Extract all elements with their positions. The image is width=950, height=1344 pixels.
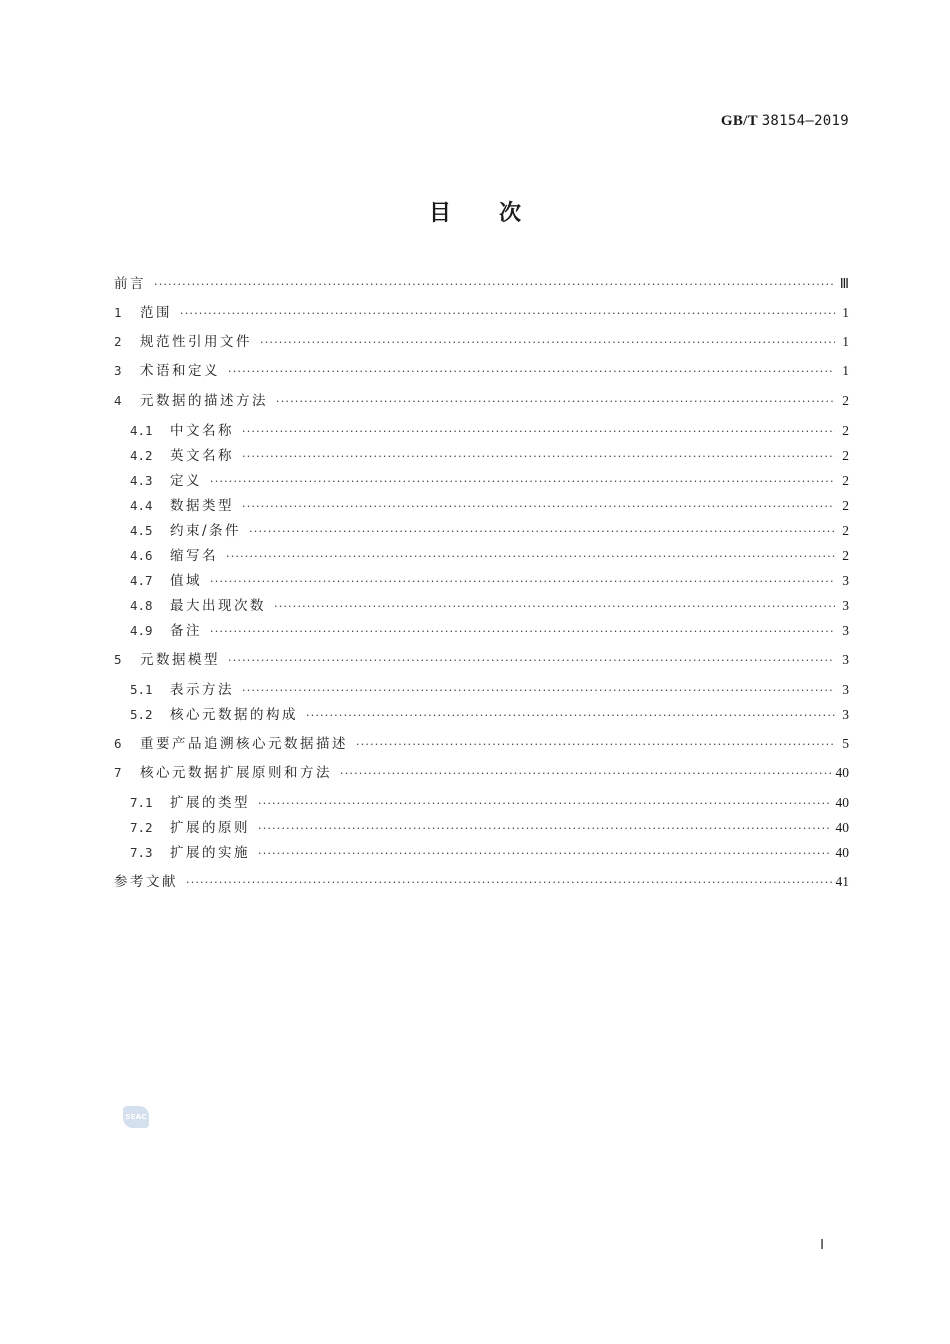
toc-entry[interactable]	[130, 521, 849, 541]
toc-leader-dots	[340, 764, 832, 784]
toc-entry-label: 前言	[114, 276, 146, 292]
toc-entry-label: 术语和定义	[140, 363, 220, 379]
toc-entry-label: 元数据的描述方法	[140, 393, 268, 409]
page-number: Ⅰ	[820, 1238, 825, 1253]
toc-entry-number: 5.2	[130, 707, 153, 722]
toc-entry-number: 2	[114, 334, 122, 349]
toc-entry-label: 缩写名	[170, 548, 218, 564]
toc-entry-number: 7.1	[130, 795, 153, 810]
toc-entry-number: 4.3	[130, 473, 153, 488]
toc-entry-number: 7.2	[130, 820, 153, 835]
toc-leader-dots	[154, 275, 835, 295]
toc-entry[interactable]	[130, 680, 849, 700]
toc-entry-number: 4.4	[130, 498, 153, 513]
toc-leader-dots	[249, 522, 835, 542]
toc-entry-number: 4.8	[130, 598, 153, 613]
toc-entry-label: 核心元数据扩展原则和方法	[140, 765, 332, 781]
toc-entry-label: 值域	[170, 573, 202, 589]
toc-entry-number: 4.7	[130, 573, 153, 588]
publisher-logo: SEAC	[123, 1106, 149, 1128]
toc-entry-label: 重要产品追溯核心元数据描述	[140, 736, 348, 752]
toc-leader-dots	[180, 304, 835, 324]
toc-entry-number: 4.1	[130, 423, 153, 438]
toc-entry-label: 扩展的实施	[170, 845, 250, 861]
toc-entry[interactable]	[114, 361, 849, 381]
toc-leader-dots	[210, 572, 835, 592]
toc-entry-page: 5	[842, 736, 849, 751]
toc-entry-page: 1	[842, 305, 849, 320]
toc-entry-label: 扩展的原则	[170, 820, 250, 836]
toc-entry-page: 40	[835, 795, 849, 810]
toc-entry-label: 核心元数据的构成	[170, 707, 298, 723]
toc-entry[interactable]	[130, 621, 849, 641]
toc-entry[interactable]	[130, 571, 849, 591]
toc-entry-page: 3	[842, 573, 849, 588]
toc-entry-label: 英文名称	[170, 448, 234, 464]
toc-entry-page: 2	[842, 393, 849, 408]
toc-entry-number: 3	[114, 363, 122, 378]
toc-title: 目次	[428, 201, 569, 226]
toc-entry[interactable]	[114, 872, 849, 892]
toc-entry-page: 2	[842, 498, 849, 513]
toc-entry[interactable]	[114, 734, 849, 754]
toc-entry-page: 3	[842, 623, 849, 638]
toc-entry-page: 1	[842, 334, 849, 349]
toc-leader-dots	[306, 706, 835, 726]
toc-entry-page: 3	[842, 682, 849, 697]
toc-entry[interactable]	[130, 843, 849, 863]
toc-leader-dots	[210, 472, 835, 492]
toc-entry-label: 中文名称	[170, 423, 234, 439]
toc-entry[interactable]	[114, 274, 849, 294]
standard-prefix: GB/T	[720, 113, 758, 129]
toc-entry[interactable]	[114, 391, 849, 411]
toc-entry-label: 备注	[170, 623, 202, 639]
toc-leader-dots	[276, 392, 835, 412]
toc-entry-page: 1	[842, 363, 849, 378]
toc-entry[interactable]	[130, 818, 849, 838]
toc-leader-dots	[228, 362, 835, 382]
toc-entry-label: 约束/条件	[170, 523, 242, 539]
toc-leader-dots	[226, 547, 835, 567]
toc-entry-page: 2	[842, 473, 849, 488]
toc-entry[interactable]	[130, 421, 849, 441]
toc-entry-label: 扩展的类型	[170, 795, 250, 811]
toc-leader-dots	[242, 681, 835, 701]
toc-leader-dots	[242, 422, 835, 442]
toc-entry[interactable]	[130, 793, 849, 813]
toc-entry[interactable]	[114, 303, 849, 323]
toc-entry-number: 7.3	[130, 845, 153, 860]
toc-entry-number: 7	[114, 765, 122, 780]
toc-entry-number: 5.1	[130, 682, 153, 697]
toc-entry-page: 40	[835, 820, 849, 835]
toc-entry-page: 40	[835, 845, 849, 860]
toc-entry[interactable]	[114, 650, 849, 670]
toc-leader-dots	[228, 651, 835, 671]
toc-entry-label: 数据类型	[170, 498, 234, 514]
toc-entry[interactable]	[130, 471, 849, 491]
toc-entry-page: 2	[842, 523, 849, 538]
toc-leader-dots	[186, 873, 832, 893]
toc-entry-page: 40	[835, 765, 849, 780]
toc-entry-page: 2	[842, 423, 849, 438]
toc-entry-number: 4	[114, 393, 122, 408]
toc-entry-label: 最大出现次数	[170, 598, 266, 614]
toc-entry-number: 6	[114, 736, 122, 751]
toc-entry-page: Ⅲ	[839, 276, 849, 291]
toc-entry[interactable]	[130, 546, 849, 566]
toc-entry[interactable]	[130, 596, 849, 616]
toc-leader-dots	[356, 735, 835, 755]
toc-entry-label: 定义	[170, 473, 202, 489]
toc-entry[interactable]	[114, 763, 849, 783]
toc-leader-dots	[242, 497, 835, 517]
toc-entry-page: 2	[842, 548, 849, 563]
toc-entry-number: 1	[114, 305, 122, 320]
toc-entry-page: 3	[842, 598, 849, 613]
toc-entry-number: 4.6	[130, 548, 153, 563]
toc-leader-dots	[258, 794, 832, 814]
toc-entry[interactable]	[114, 332, 849, 352]
toc-leader-dots	[258, 844, 832, 864]
toc-entry-number: 4.2	[130, 448, 153, 463]
toc-entry-page: 41	[835, 874, 849, 889]
toc-entry-label: 规范性引用文件	[140, 334, 252, 350]
toc-leader-dots	[258, 819, 832, 839]
toc-entry-number: 4.9	[130, 623, 153, 638]
toc-entry[interactable]	[130, 446, 849, 466]
toc-entry[interactable]	[130, 496, 849, 516]
toc-entry[interactable]	[130, 705, 849, 725]
toc-leader-dots	[274, 597, 835, 617]
toc-entry-number: 4.5	[130, 523, 153, 538]
standard-number: 38154—2019	[761, 113, 849, 129]
toc-leader-dots	[242, 447, 835, 467]
toc-leader-dots	[210, 622, 835, 642]
toc-leader-dots	[260, 333, 835, 353]
toc-entry-label: 元数据模型	[140, 652, 220, 668]
toc-entry-label: 范围	[140, 305, 172, 321]
toc-entry-page: 2	[842, 448, 849, 463]
toc-entry-label: 表示方法	[170, 682, 234, 698]
toc-entry-label: 参考文献	[114, 874, 178, 890]
toc-entry-page: 3	[842, 707, 849, 722]
toc-entry-page: 3	[842, 652, 849, 667]
toc-entry-number: 5	[114, 652, 122, 667]
